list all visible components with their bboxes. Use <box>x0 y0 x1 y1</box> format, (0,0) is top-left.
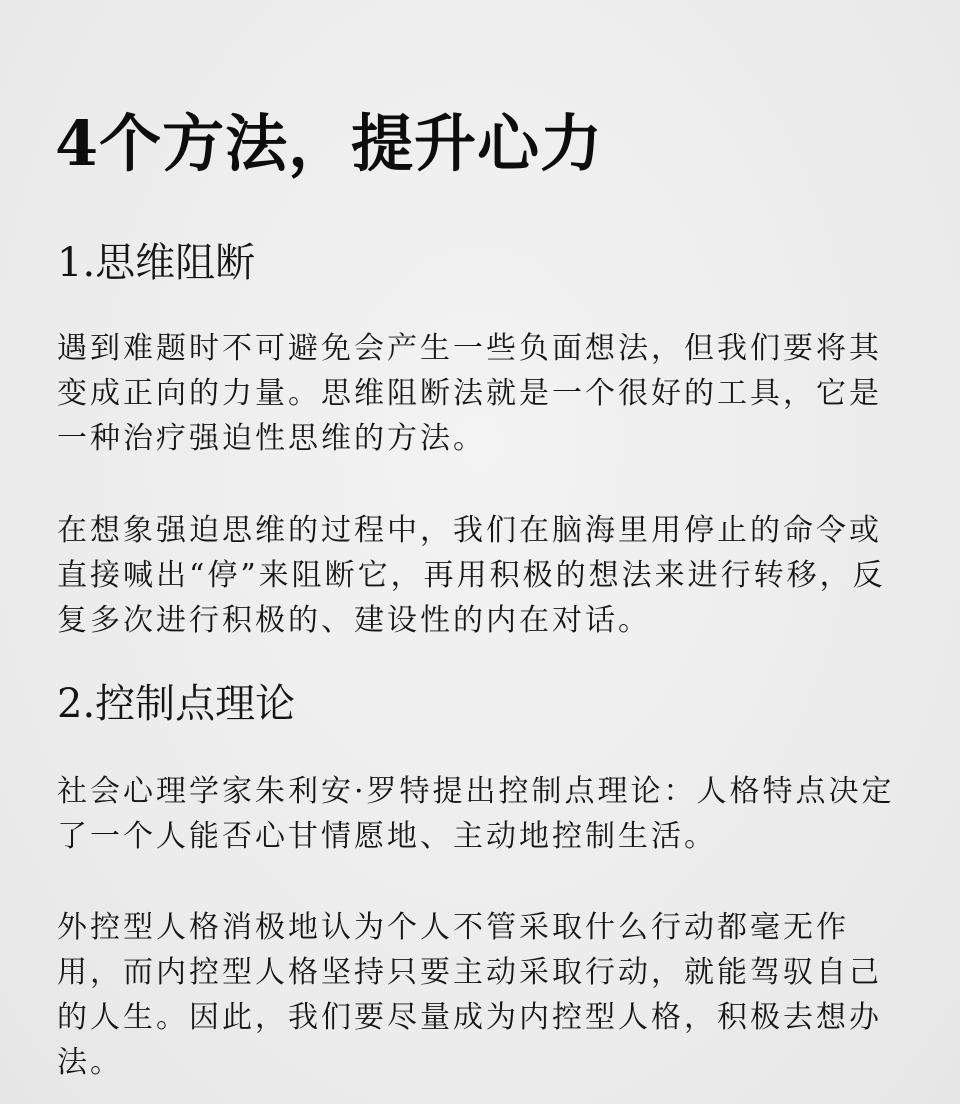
section-1-paragraph-2: 在想象强迫思维的过程中，我们在脑海里用停止的命令或直接喊出“停”来阻断它，再用积极的想法来进行转移，反复多次进行积极的、建设性的内在对话。 <box>57 513 886 638</box>
section-2-paragraph-2: 外控型人格消极地认为个人不管采取什么行动都毫无作用，而内控型人格坚持只要主动采取行动，就能驾驭自己的人生。因此，我们要尽量成为内控型人格，积极去想办法。 <box>57 910 882 1080</box>
section-1-paragraph-1: 遇到难题时不可避免会产生一些负面想法，但我们要将其变成正向的力量。思维阻断法就是一个很好的工具，它是一种治疗强迫性思维的方法。 <box>57 331 882 456</box>
section-heading-thought-stopping: 1.思维阻断 <box>57 240 256 286</box>
section-heading-locus-of-control: 2.控制点理论 <box>57 681 296 727</box>
section-2-paragraph-1: 社会心理学家朱利安·罗特提出控制点理论：人格特点决定了一个人能否心甘情愿地、主动地控制生活。 <box>57 774 895 854</box>
page-title: 4个方法，提升心力 <box>55 107 604 180</box>
